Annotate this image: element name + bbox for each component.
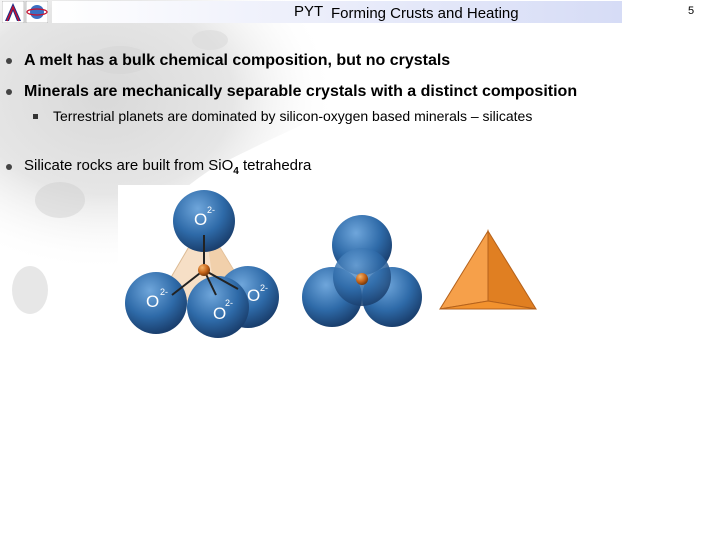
bullet-dot — [6, 89, 12, 95]
oxygen-charge: 2- — [225, 298, 234, 308]
bullet-melt — [6, 52, 450, 70]
bullet-tetrahedra — [6, 157, 311, 177]
oxygen-symbol: O — [146, 292, 160, 311]
bullet-text: Minerals are mechanically separable crystals with a distinct composition — [24, 83, 578, 100]
bullet-text — [24, 157, 311, 177]
space-filling-model — [302, 215, 422, 327]
header-logo — [2, 1, 48, 23]
bullet-dot — [6, 164, 12, 170]
oxygen-charge: 2- — [260, 283, 269, 293]
bullet-minerals — [6, 83, 577, 101]
oxygen-charge: 2- — [207, 205, 216, 215]
oxygen-symbol: O — [247, 286, 261, 305]
text-after: tetrahedra — [238, 157, 312, 174]
bullet-dot — [6, 58, 12, 64]
sub-bullet-silicates — [33, 108, 532, 124]
page-number: 5 — [688, 5, 695, 17]
course-code: PYT — [294, 3, 324, 20]
text-o: O — [221, 157, 234, 174]
slide-header — [0, 0, 720, 26]
bullet-text: Terrestrial planets are dominated by silicon-oxygen based minerals – silicates — [53, 108, 533, 124]
tetrahedron-ball-model — [118, 185, 279, 345]
university-a-logo-icon — [2, 1, 24, 23]
oxygen-symbol: O — [213, 304, 227, 323]
slide-title: Forming Crusts and Heating — [331, 5, 519, 22]
oxygen-symbol: O — [194, 210, 208, 229]
planet-logo-icon — [26, 1, 48, 23]
silicate-figures — [118, 185, 548, 345]
oxygen-charge: 2- — [160, 287, 169, 297]
silicon-atom — [356, 273, 368, 285]
silicon-atom — [198, 264, 210, 276]
bullet-text: A melt has a bulk chemical composition, but no crystals — [24, 52, 451, 69]
subscript-4: 4 — [233, 166, 239, 177]
bullet-square — [33, 114, 38, 119]
text-before: Silicate rocks are built from Si — [24, 157, 222, 174]
tetrahedron-polyhedron — [440, 231, 536, 309]
